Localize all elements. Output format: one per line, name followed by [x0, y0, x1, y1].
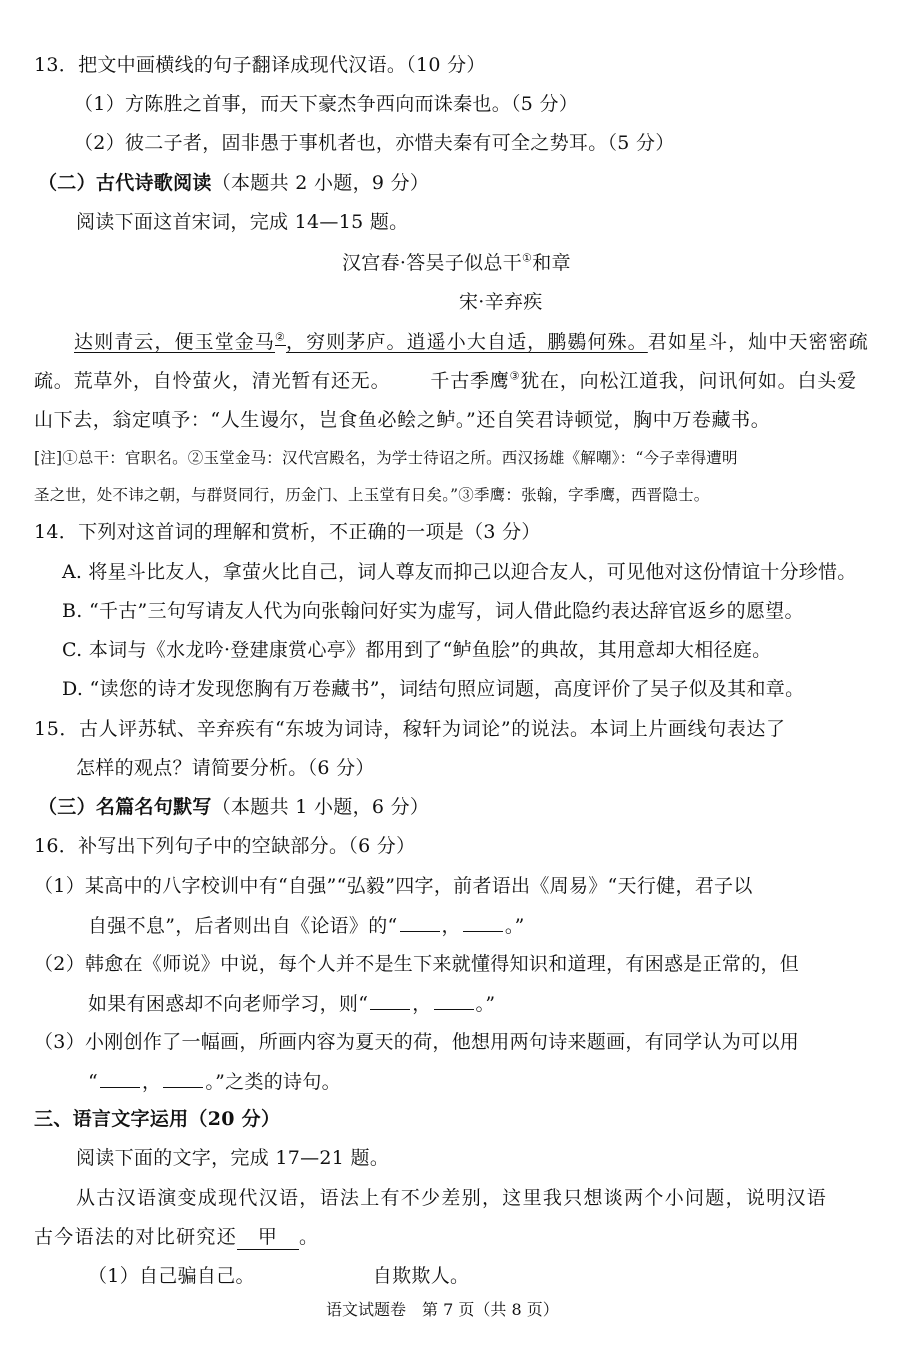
q16-s3-blank-2[interactable]	[163, 1069, 203, 1088]
q16-s2-line-2	[88, 991, 495, 1016]
q16-s3-line-1: （3）小刚创作了一幅画，所画内容为夏天的荷，他想用两句诗来题画，有同学认为可以用	[34, 1031, 800, 1053]
part-3-para-text: 古今语法的对比研究还	[34, 1226, 238, 1248]
q16-s1-comma: ，	[441, 915, 461, 937]
q16-s3-open: “	[88, 1071, 99, 1093]
q16-s3-end: 。”之类的诗句。	[205, 1071, 341, 1093]
q16-s1-blank-1[interactable]	[400, 913, 440, 932]
page-footer: 语文试题卷 第 7 页（共 8 页）	[326, 1300, 559, 1319]
q16-s1-line-1: （1）某高中的八字校训中有“自强”“弘毅”四字，前者语出《周易》“天行健，君子以	[34, 875, 753, 897]
q16-s2-text: 如果有困惑却不向老师学习，则“	[88, 993, 369, 1015]
part-3-para-end: 。	[299, 1226, 320, 1248]
q16-s2-blank-2[interactable]	[434, 991, 474, 1010]
note-line-2: 圣之世，处不讳之朝，与群贤同行，历金门、上玉堂有日矣。”③季鹰：张翰，字季鹰，西晋隐士。	[34, 486, 710, 504]
part-3-intro: 阅读下面的文字，完成 17—21 题。	[76, 1147, 390, 1169]
section-2-title: （二）古代诗歌阅读	[38, 172, 212, 194]
q16-s1-line-2	[88, 913, 525, 938]
poem-line-1-rest: 君如星斗，灿中天密密疏	[647, 331, 869, 353]
example-b: 自欺欺人。	[372, 1265, 470, 1287]
q16-s1-text: 自强不息”，后者则出自《论语》的“	[88, 915, 398, 937]
q13-sub2: （2）彼二子者，固非愚于事机者也，亦惜夫秦有可全之势耳。（5 分）	[74, 132, 675, 154]
q16-s2-blank-1[interactable]	[370, 991, 410, 1010]
example-a: （1）自己骗自己。	[88, 1265, 255, 1287]
section-2-score: （本题共 2 小题，9 分）	[211, 172, 430, 194]
poem-underlined-b: ，穷则茅庐。逍遥小大自适，鹏鷃何殊。	[285, 331, 648, 353]
poem-note-mark-2: ②	[275, 330, 286, 344]
q16-s2-comma: ，	[412, 993, 432, 1015]
section-2-intro: 阅读下面这首宋词，完成 14—15 题。	[76, 211, 409, 233]
poem-author: 宋·辛弃疾	[459, 291, 543, 313]
poem-line-1	[74, 330, 869, 354]
q14-option-d: D. “读您的诗才发现您胸有万卷藏书”，词结句照应词题，高度评价了吴子似及其和章。	[62, 678, 805, 700]
poem-line-2-a: 疏。荒草外，自怜萤火，清光暂有还无。	[34, 370, 391, 392]
q14-option-c: C. 本词与《水龙吟·登建康赏心亭》都用到了“鲈鱼脍”的典故，其用意却大相径庭。	[62, 639, 772, 661]
section-3-score: （本题共 1 小题，6 分）	[211, 796, 430, 818]
section-3-title: （三）名篇名句默写	[38, 796, 212, 818]
note-line-1: [注]①总干：官职名。②玉堂金马：汉代宫殿名，为学士待诏之所。西汉扬雄《解嘲》：“今子幸得遭明	[34, 449, 738, 467]
q16-s1-blank-2[interactable]	[463, 913, 503, 932]
q14-stem: 14．下列对这首词的理解和赏析，不正确的一项是（3 分）	[34, 521, 541, 543]
section-2-heading	[38, 171, 429, 195]
poem-title-main: 汉宫春·答吴子似总干	[342, 252, 523, 274]
poem-title	[342, 251, 571, 275]
q16-s3-line-2	[88, 1069, 341, 1094]
q16-s3-blank-1[interactable]	[100, 1069, 140, 1088]
q14-option-b: B. “千古”三句写请友人代为向张翰问好实为虚写，词人借此隐约表达辞官返乡的愿望。	[62, 600, 804, 622]
q15-line-2: 怎样的观点？请简要分析。（6 分）	[76, 757, 375, 779]
poem-title-tail: 和章	[532, 252, 571, 274]
poem-line-2-b: 千古季鹰	[430, 370, 510, 392]
q13-stem: 13．把文中画横线的句子翻译成现代汉语。（10 分）	[34, 54, 486, 76]
blank-jia[interactable]: 甲	[237, 1225, 299, 1250]
q14-option-a: A. 将星斗比友人，拿萤火比自己，词人尊友而抑己以迎合友人，可见他对这份情谊十分珍惜。	[62, 561, 857, 583]
q16-s2-line-1: （2）韩愈在《师说》中说，每个人并不是生下来就懂得知识和道理，有困惑是正常的，但	[34, 953, 800, 975]
part-3-title: 三、语言文字运用（20 分）	[34, 1108, 281, 1130]
example-pair	[88, 1264, 469, 1288]
part-3-para-line-1: 从古汉语演变成现代汉语，语法上有不少差别，这里我只想谈两个小问题，说明汉语	[76, 1187, 828, 1209]
part-3-para-line-2	[34, 1225, 319, 1250]
section-3-heading	[38, 795, 429, 819]
poem-line-2	[34, 369, 857, 393]
q13-sub1: （1）方陈胜之首事，而天下豪杰争西向而诛秦也。（5 分）	[74, 93, 579, 115]
q15-line-1: 15．古人评苏轼、辛弃疾有“东坡为词诗，稼轩为词论”的说法。本词上片画线句表达了	[34, 718, 786, 740]
q16-stem: 16．补写出下列句子中的空缺部分。（6 分）	[34, 835, 416, 857]
q16-s1-end: 。”	[504, 915, 525, 937]
q16-s3-comma: ，	[142, 1071, 162, 1093]
q16-s2-end: 。”	[475, 993, 496, 1015]
poem-title-note-mark: ①	[522, 251, 533, 265]
poem-note-mark-3: ③	[509, 369, 521, 383]
poem-line-3: 山下去，翁定嗔予：“人生谩尔，岂食鱼必鲙之鲈。”还自笑君诗顿觉，胸中万卷藏书。	[34, 409, 771, 431]
poem-line-2-c: 犹在，向松江道我，问讯何如。白头爱	[520, 370, 857, 392]
poem-underlined-a: 达则青云，便玉堂金马	[74, 331, 276, 353]
